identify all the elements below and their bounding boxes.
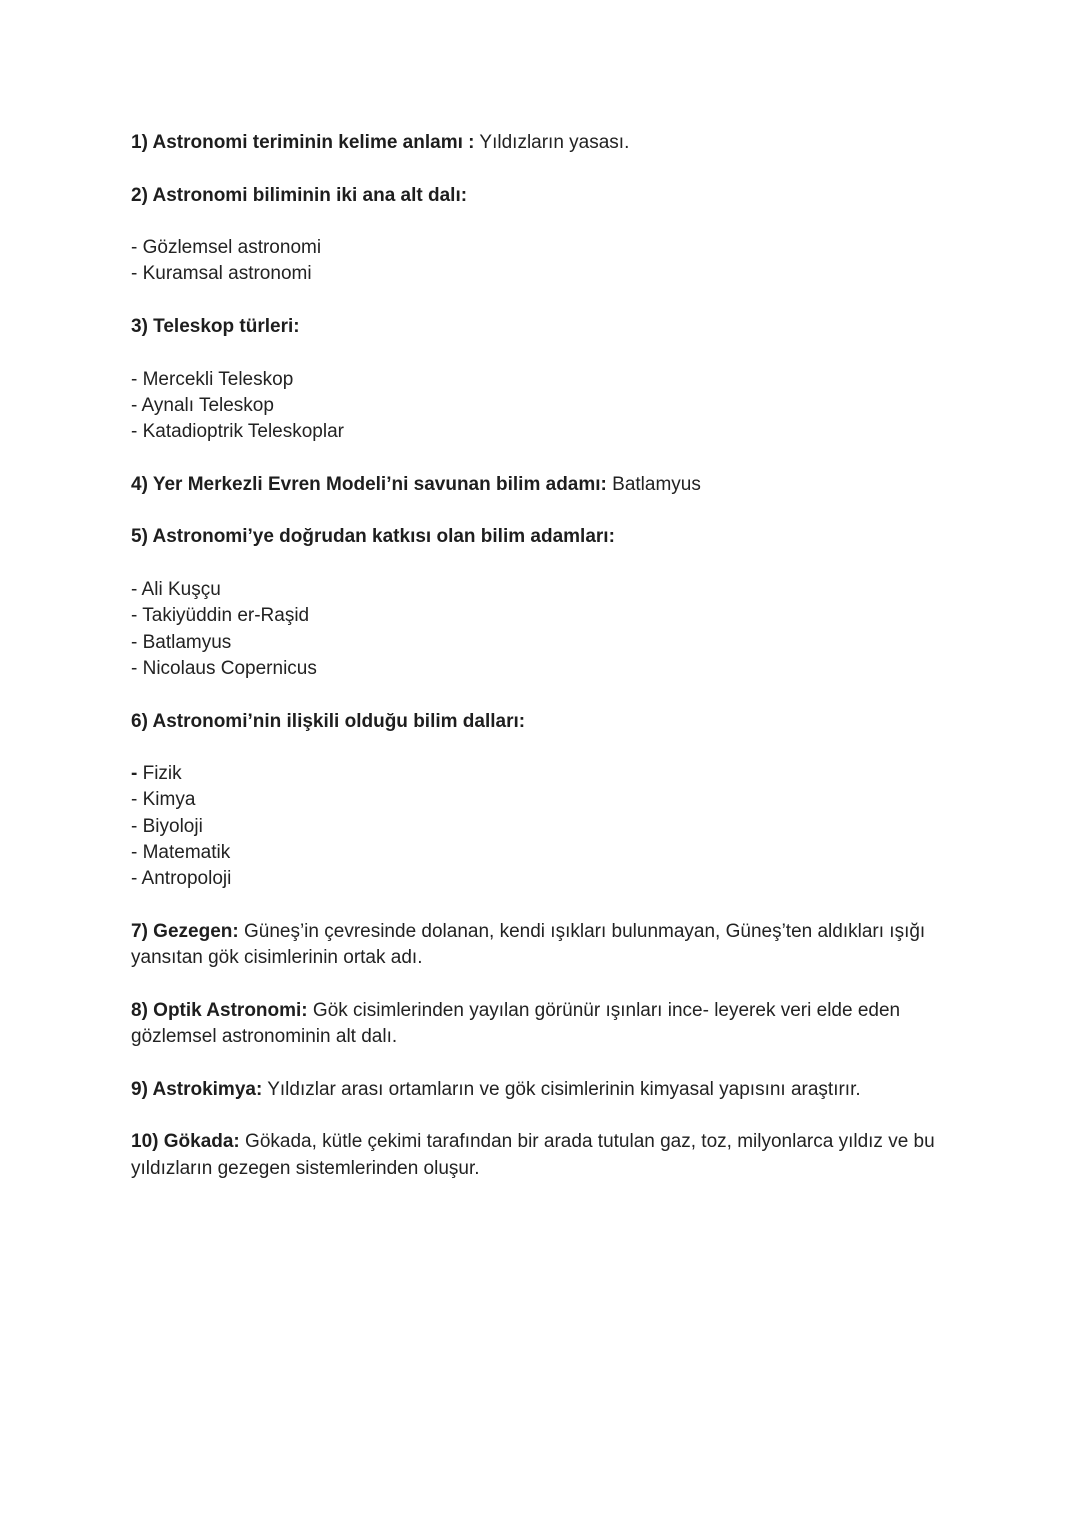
list-item <box>131 761 946 787</box>
list-item: - Aynalı Teleskop <box>131 394 274 416</box>
item-3 <box>131 314 946 340</box>
list-item: - Kuramsal astronomi <box>131 263 312 285</box>
item-text: Yıldızlar arası ortamların ve gök cisimlerinin kimyasal yapısını araştırır. <box>262 1078 861 1100</box>
item-title: 9) Astrokimya: <box>131 1078 263 1100</box>
list-item: - Katadioptrik Teleskoplar <box>131 421 344 443</box>
item-text: Gökada, kütle çekimi tarafından bir arada tutulan gaz, toz, milyonlarca yıldız ve bu yıldızların gezegen sistemlerinden oluşur. <box>131 1131 935 1179</box>
item-4 <box>131 472 946 498</box>
item-title: 8) Optik Astronomi: <box>131 999 308 1021</box>
item-title: 10) Gökada: <box>131 1131 240 1153</box>
item-2 <box>131 183 946 209</box>
list-item: - Gözlemsel astronomi <box>131 237 322 259</box>
dash: - <box>131 763 138 785</box>
document-body <box>131 130 946 1182</box>
item-1 <box>131 130 946 156</box>
item-text: Batlamyus <box>606 473 701 495</box>
list-item: - Batlamyus <box>131 631 232 653</box>
item-title: 1) Astronomi teriminin kelime anlamı : <box>131 132 475 153</box>
item-6 <box>131 709 946 735</box>
item-8 <box>131 998 946 1051</box>
item-5 <box>131 524 946 550</box>
list-item: - Mercekli Teleskop <box>131 368 294 390</box>
item-title: 2) Astronomi biliminin iki ana alt dalı: <box>131 184 468 206</box>
item-9 <box>131 1077 946 1103</box>
item-title: 3) Teleskop türleri: <box>131 316 300 338</box>
list-item: - Ali Kuşçu <box>131 579 221 601</box>
item-title: 4) Yer Merkezli Evren Modeli’ni savunan bilim adamı: <box>131 473 607 495</box>
list-item: - Biyoloji <box>131 815 203 837</box>
item-title: 5) Astronomi’ye doğrudan katkısı olan bilim adamları: <box>131 526 615 548</box>
list-item: - Antropoloji <box>131 868 232 890</box>
item-text: Güneş’in çevresinde dolanan, kendi ışıkları bulunmayan, Güneş’ten aldıkları ışığı yansıtan gök cisimlerinin ortak adı. <box>131 920 926 969</box>
item-10 <box>131 1129 946 1182</box>
list-item: - Matematik <box>131 842 231 864</box>
item-text: Gök cisimlerinden yayılan görünür ışınları ince- leyerek veri elde eden gözlemsel astronominin alt dalı. <box>131 999 901 1048</box>
list-item: - Takiyüddin er-Raşid <box>131 605 310 627</box>
list-item-text: Fizik <box>137 763 182 785</box>
list-item: - Nicolaus Copernicus <box>131 657 317 679</box>
item-7 <box>131 919 946 972</box>
item-text: Yıldızların yasası. <box>474 132 630 153</box>
item-title: 6) Astronomi’nin ilişkili olduğu bilim dalları: <box>131 710 526 732</box>
list-item: - Kimya <box>131 789 196 811</box>
item-title: 7) Gezegen: <box>131 920 239 942</box>
